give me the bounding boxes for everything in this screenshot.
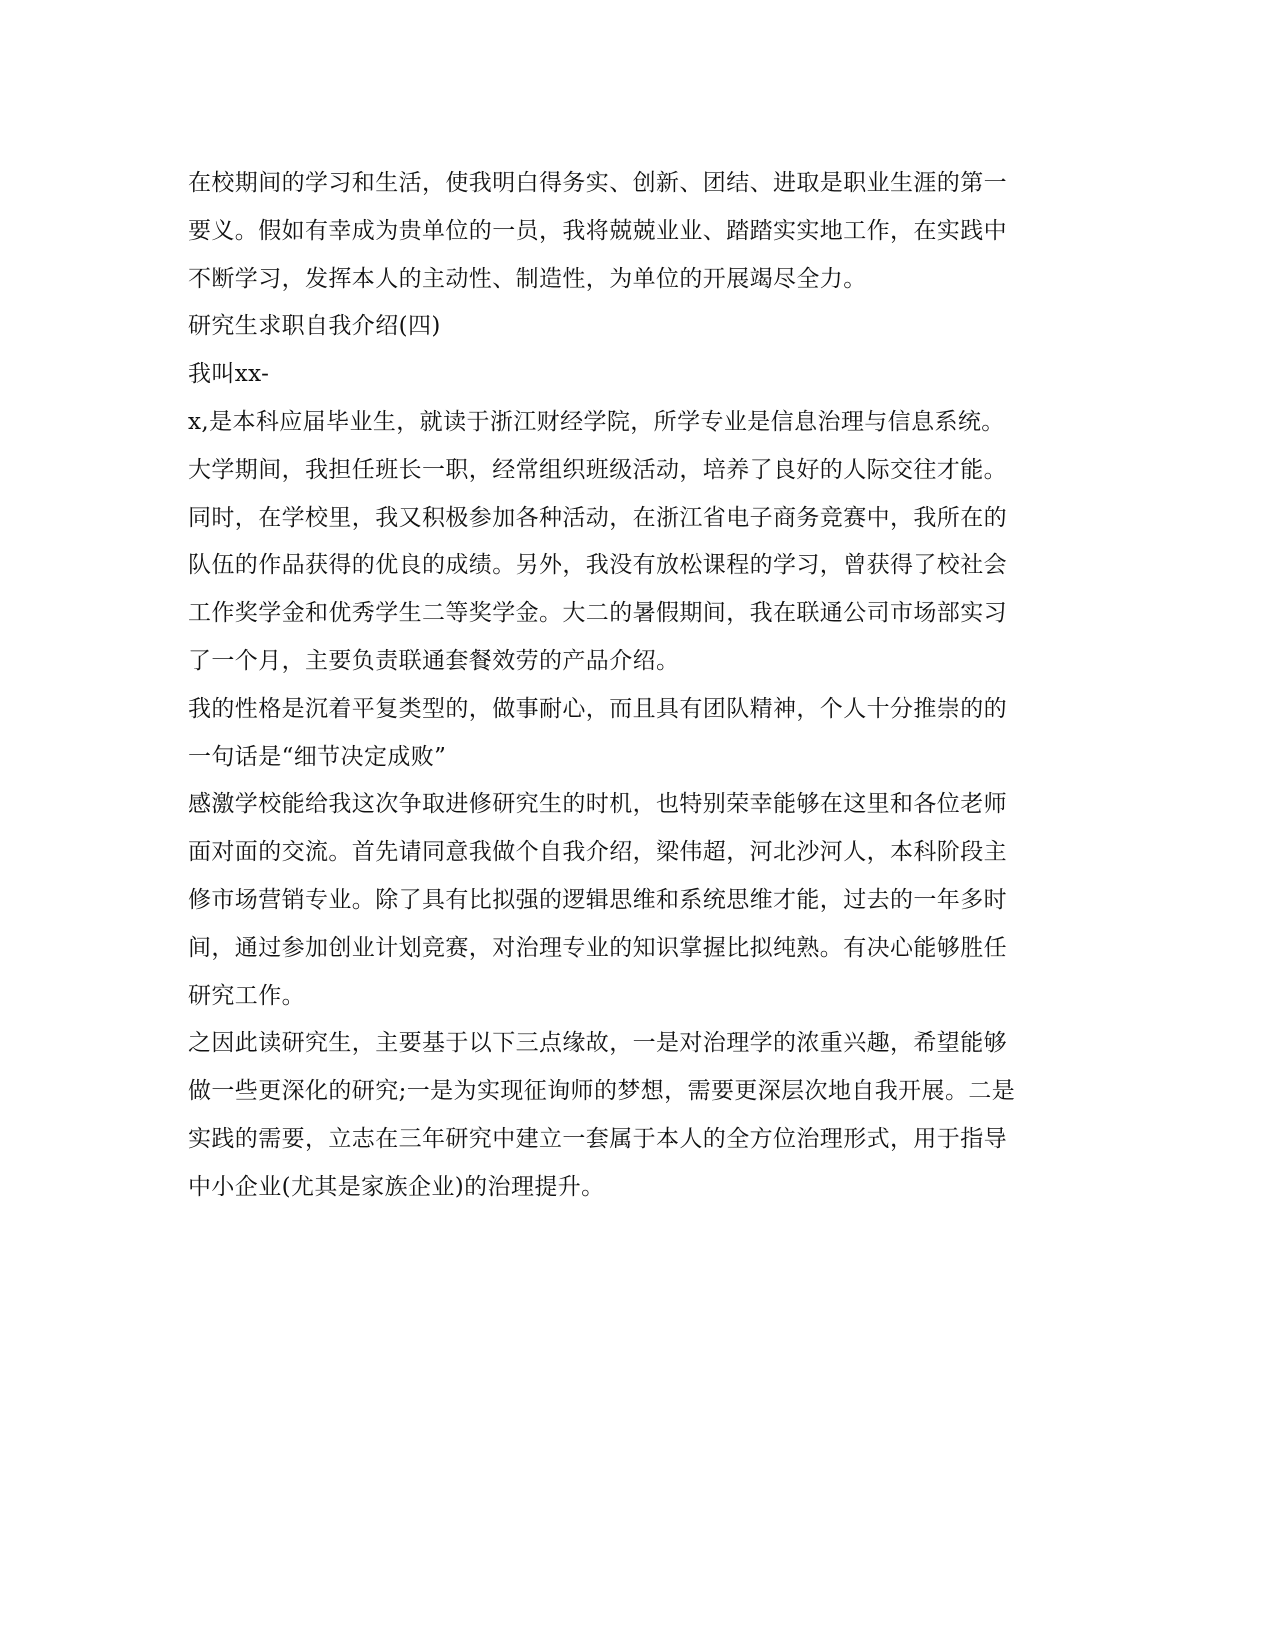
text-line: 做一些更深化的研究;一是为实现征询师的梦想，需要更深层次地自我开展。二是: [188, 1078, 1016, 1105]
text-line: 之因此读研究生，主要基于以下三点缘故，一是对治理学的浓重兴趣，希望能够: [188, 1030, 1007, 1057]
text-line: 不断学习，发挥本人的主动性、制造性，为单位的开展竭尽全力。: [188, 265, 867, 292]
document-body: [188, 160, 1068, 1212]
text-line: 一句话是“细节决定成败”: [188, 743, 447, 770]
text-line: 中小企业(尤其是家族企业)的治理提升。: [188, 1173, 605, 1200]
text-line: 实践的需要，立志在三年研究中建立一套属于本人的全方位治理形式，用于指导: [188, 1125, 1007, 1152]
text-line: 我叫xx-: [188, 361, 270, 388]
text-line: 修市场营销专业。除了具有比拟强的逻辑思维和系统思维才能，过去的一年多时: [188, 886, 1007, 913]
text-line: 工作奖学金和优秀学生二等奖学金。大二的暑假期间，我在联通公司市场部实习: [188, 600, 1007, 627]
text-line: 了一个月，主要负责联通套餐效劳的产品介绍。: [188, 647, 680, 674]
text-line: 同时，在学校里，我又积极参加各种活动，在浙江省电子商务竞赛中，我所在的: [188, 504, 1007, 531]
text-line: 研究工作。: [188, 982, 305, 1009]
text-line: 间，通过参加创业计划竞赛，对治理专业的知识掌握比拟纯熟。有决心能够胜任: [188, 934, 1007, 961]
text-line: 在校期间的学习和生活，使我明白得务实、创新、团结、进取是职业生涯的第一: [188, 170, 1007, 196]
text-line: 要义。假如有幸成为贵单位的一员，我将兢兢业业、踏踏实实地工作，在实践中: [188, 217, 1007, 244]
text-line: x,是本科应届毕业生，就读于浙江财经学院，所学专业是信息治理与信息系统。: [188, 408, 1005, 435]
text-line: 队伍的作品获得的优良的成绩。另外，我没有放松课程的学习，曾获得了校社会: [188, 552, 1007, 579]
text-line: 面对面的交流。首先请同意我做个自我介绍，梁伟超，河北沙河人，本科阶段主: [188, 839, 1007, 866]
text-line: 感激学校能给我这次争取进修研究生的时机，也特别荣幸能够在这里和各位老师: [188, 791, 1007, 818]
text-line: 我的性格是沉着平复类型的，做事耐心，而且具有团队精神，个人十分推崇的的: [188, 695, 1007, 722]
section-heading: 研究生求职自我介绍(四): [188, 313, 441, 340]
text-line: 大学期间，我担任班长一职，经常组织班级活动，培养了良好的人际交往才能。: [188, 456, 1007, 483]
